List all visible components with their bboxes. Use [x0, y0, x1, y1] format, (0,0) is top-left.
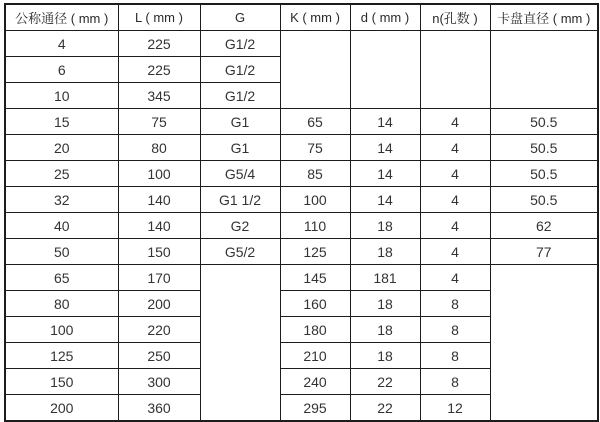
table-row — [5, 213, 598, 239]
cell-n: 4 — [420, 187, 490, 213]
cell-l: 140 — [118, 213, 200, 239]
cell-d: 18 — [350, 343, 420, 369]
cell-n: 4 — [420, 213, 490, 239]
cell-n: 8 — [420, 369, 490, 395]
cell-k: 85 — [280, 161, 350, 187]
cell-k: 210 — [280, 343, 350, 369]
cell-k: 125 — [280, 239, 350, 265]
cell-chuck: 50.5 — [490, 161, 598, 187]
cell-l: 345 — [118, 83, 200, 109]
cell-l: 140 — [118, 187, 200, 213]
table-row — [5, 135, 598, 161]
cell-g: G1/2 — [200, 83, 280, 109]
cell-k: 240 — [280, 369, 350, 395]
header-chuck-diameter: 卡盘直径 ( mm ) — [490, 4, 598, 31]
merged-empty-g-cell — [200, 265, 280, 422]
cell-dn: 50 — [5, 239, 118, 265]
cell-dn: 6 — [5, 57, 118, 83]
cell-dn: 100 — [5, 317, 118, 343]
header-row — [5, 4, 598, 31]
header-nominal-diameter: 公称通径 ( mm ) — [5, 4, 118, 31]
table-row — [5, 265, 598, 291]
cell-n: 8 — [420, 343, 490, 369]
table-row — [5, 109, 598, 135]
cell-d: 14 — [350, 161, 420, 187]
table-row — [5, 31, 598, 57]
merged-empty-chuck-cell — [490, 31, 598, 109]
cell-chuck: 62 — [490, 213, 598, 239]
cell-k: 110 — [280, 213, 350, 239]
cell-d: 14 — [350, 135, 420, 161]
pipe-spec-table — [4, 3, 599, 422]
cell-chuck: 77 — [490, 239, 598, 265]
merged-empty-n-cell — [420, 31, 490, 109]
cell-l: 170 — [118, 265, 200, 291]
cell-dn: 15 — [5, 109, 118, 135]
header-l: L ( mm ) — [118, 4, 200, 31]
cell-n: 8 — [420, 291, 490, 317]
cell-l: 360 — [118, 395, 200, 422]
cell-g: G1 1/2 — [200, 187, 280, 213]
cell-k: 295 — [280, 395, 350, 422]
cell-n: 4 — [420, 135, 490, 161]
cell-l: 75 — [118, 109, 200, 135]
cell-d: 14 — [350, 187, 420, 213]
cell-n: 4 — [420, 265, 490, 291]
merged-empty-chuck-cell — [490, 265, 598, 422]
cell-d: 22 — [350, 395, 420, 422]
cell-l: 300 — [118, 369, 200, 395]
cell-n: 8 — [420, 317, 490, 343]
header-k: K ( mm ) — [280, 4, 350, 31]
cell-dn: 10 — [5, 83, 118, 109]
cell-l: 150 — [118, 239, 200, 265]
cell-g: G1 — [200, 135, 280, 161]
cell-chuck: 50.5 — [490, 187, 598, 213]
cell-l: 225 — [118, 31, 200, 57]
header-d: d ( mm ) — [350, 4, 420, 31]
cell-g: G5/4 — [200, 161, 280, 187]
cell-g: G1 — [200, 109, 280, 135]
cell-dn: 150 — [5, 369, 118, 395]
cell-l: 220 — [118, 317, 200, 343]
cell-dn: 125 — [5, 343, 118, 369]
cell-dn: 200 — [5, 395, 118, 422]
merged-empty-d-cell — [350, 31, 420, 109]
cell-k: 145 — [280, 265, 350, 291]
header-n-holes: n(孔数 ) — [420, 4, 490, 31]
cell-d: 18 — [350, 213, 420, 239]
cell-d: 18 — [350, 239, 420, 265]
cell-g: G1/2 — [200, 31, 280, 57]
cell-dn: 25 — [5, 161, 118, 187]
header-g: G — [200, 4, 280, 31]
cell-k: 180 — [280, 317, 350, 343]
cell-g: G1/2 — [200, 57, 280, 83]
cell-n: 4 — [420, 161, 490, 187]
cell-n: 4 — [420, 239, 490, 265]
cell-k: 75 — [280, 135, 350, 161]
cell-l: 250 — [118, 343, 200, 369]
cell-dn: 65 — [5, 265, 118, 291]
table-row — [5, 187, 598, 213]
cell-d: 14 — [350, 109, 420, 135]
cell-chuck: 50.5 — [490, 109, 598, 135]
cell-l: 225 — [118, 57, 200, 83]
cell-d: 18 — [350, 317, 420, 343]
cell-k: 65 — [280, 109, 350, 135]
table-row — [5, 161, 598, 187]
cell-l: 80 — [118, 135, 200, 161]
cell-k: 160 — [280, 291, 350, 317]
cell-d: 18 — [350, 291, 420, 317]
cell-g: G2 — [200, 213, 280, 239]
cell-dn: 4 — [5, 31, 118, 57]
cell-l: 200 — [118, 291, 200, 317]
cell-l: 100 — [118, 161, 200, 187]
cell-d: 22 — [350, 369, 420, 395]
cell-g: G5/2 — [200, 239, 280, 265]
cell-chuck: 50.5 — [490, 135, 598, 161]
cell-d: 181 — [350, 265, 420, 291]
cell-dn: 20 — [5, 135, 118, 161]
cell-k: 100 — [280, 187, 350, 213]
merged-empty-k-cell — [280, 31, 350, 109]
cell-dn: 32 — [5, 187, 118, 213]
table-row — [5, 239, 598, 265]
cell-n: 12 — [420, 395, 490, 422]
cell-dn: 80 — [5, 291, 118, 317]
cell-dn: 40 — [5, 213, 118, 239]
cell-n: 4 — [420, 109, 490, 135]
